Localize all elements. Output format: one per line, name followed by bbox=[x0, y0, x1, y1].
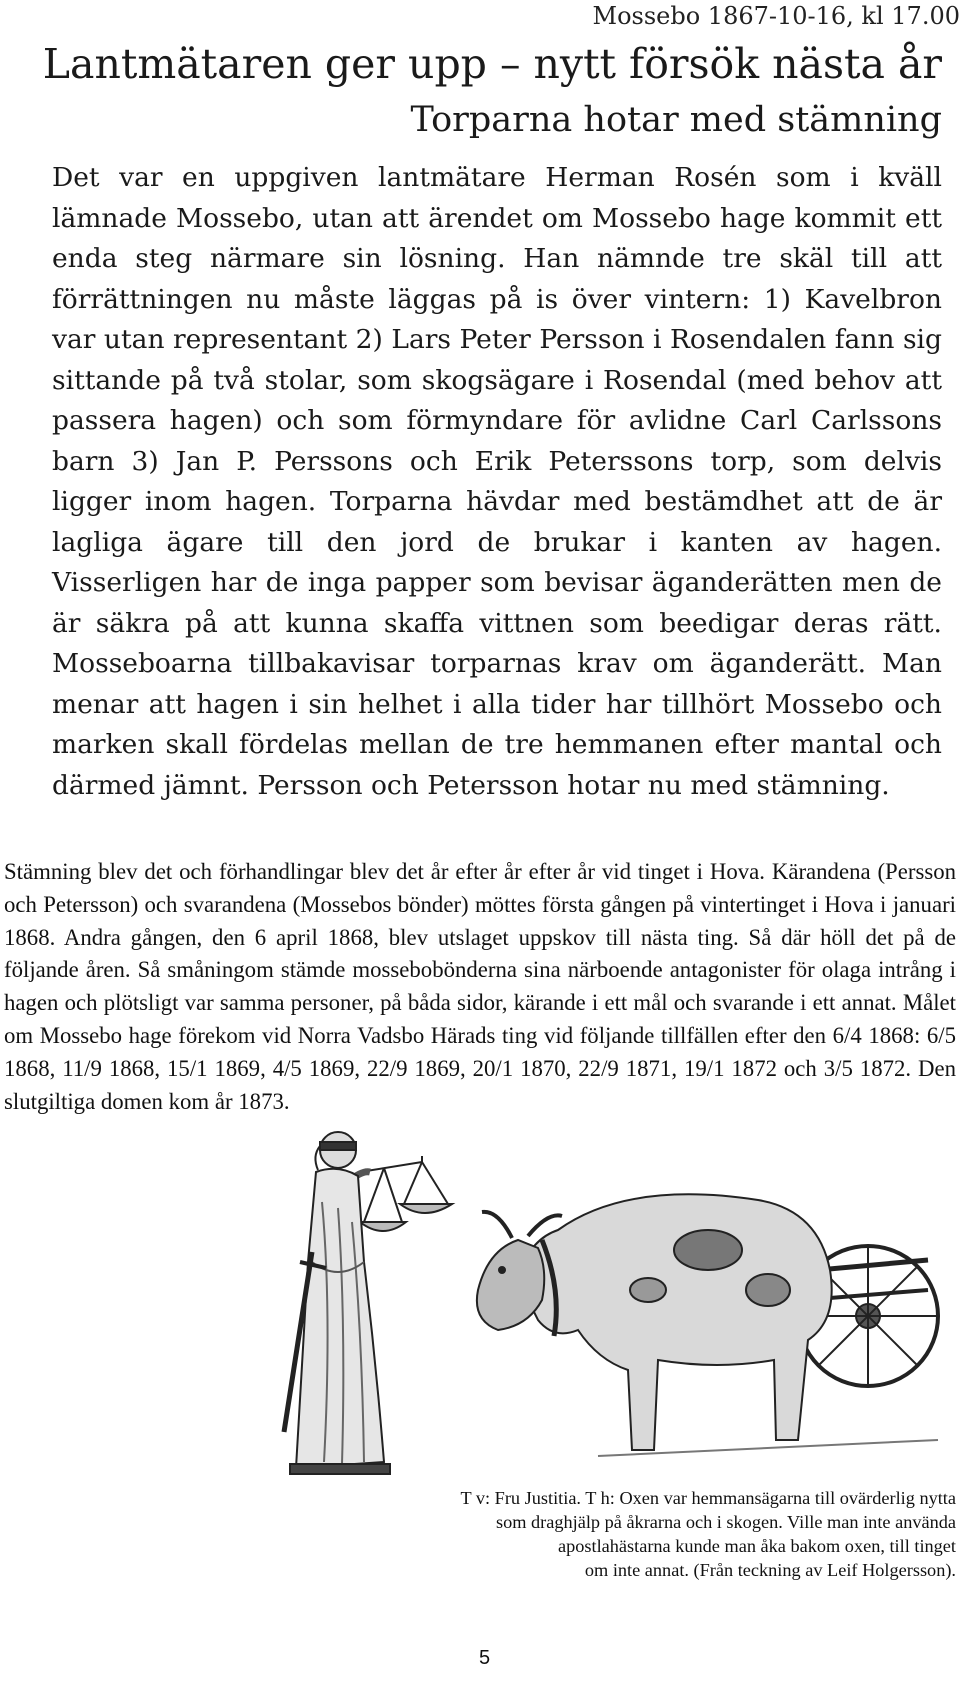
body-text: Stämning blev det och förhandlingar blev det år efter år efter år vid tinget i Hova. Kärandena (Persson och Petersson) och svarandena (Mossebos bönder) möttes första gången på vintertinget i Hova i januari 1868. Andra gången, den 6 april 1868, blev utslaget uppskov till nästa ting. Så där höll det på de följande åren. Så småningom stämde mossebobönderna sina närboende antagonister för olaga intrång i hagen och plötsligt var samma personer, på båda sidor, kärande i ett mål och svarande i ett annat. Målet om Mossebo hage förekom vid Norra Vadsbo Härads ting vid följande tillfällen efter den 6/4 1868: 6/5 1868, 11/9 1868, 15/1 1869, 4/5 1869, 22/9 1869, 20/1 1870, 22/9 1871, 19/1 1872 och 3/5 1872. Den slutgiltiga domen kom år 1873. bbox=[4, 859, 956, 1114]
justitia-illustration bbox=[272, 1112, 462, 1478]
headline: Lantmätaren ger upp – nytt försök nästa år bbox=[42, 40, 942, 88]
article-text: Det var en uppgiven lantmätare Herman Rosén som i kväll lämnade Mossebo, utan att ärendet om Mossebo hage kommit ett enda steg närmare sin lösning. Han nämnde tre skäl till att förrättningen nu måste läggas på is över vintern: 1) Kavelbron var utan representant 2) Lars Peter Persson i Rosendalen fann sig sittande på två stolar, som skogsägare i Rosendal (med behov att passera hagen) och som förmyndare för avlidne Carl Carlssons barn 3) Jan P. Perssons och Erik Peterssons torp, som delvis ligger inom hagen. Torparna hävdar med bestämdhet att de är lagliga ägare till den jord de brukar i kanten av hagen. Visserligen har de inga papper som bevisar äganderätten men de är säkra på att kunna skaffa vittnen som beedigar deras rätt. Mosseboarna tillbakavisar torparnas krav om äganderätt. Man menar att hagen i sin helhet i alla tider har tillhört Mossebo och marken skall fördelas mellan de tre hemmanen efter mantal och därmed jämnt. Persson och Petersson hotar nu med stämning. bbox=[52, 162, 942, 801]
image-caption bbox=[320, 1486, 956, 1582]
caption-line: T v: Fru Justitia. T h: Oxen var hemmansägarna till ovärderlig nytta bbox=[460, 1488, 956, 1508]
caption-line: om inte annat. (Från teckning av Leif Holgersson). bbox=[584, 1560, 956, 1580]
caption-line: som draghjälp på åkrarna och i skogen. Ville man inte använda bbox=[495, 1512, 956, 1532]
ox-cart-illustration bbox=[458, 1140, 956, 1478]
caption-line: apostlahästarna kunde man åka bakom oxen, till tinget bbox=[557, 1536, 956, 1556]
subheadline: Torparna hotar med stämning bbox=[410, 100, 942, 140]
page-number: 5 bbox=[479, 1647, 491, 1669]
dateline: Mossebo 1867-10-16, kl 17.00 bbox=[592, 2, 960, 30]
